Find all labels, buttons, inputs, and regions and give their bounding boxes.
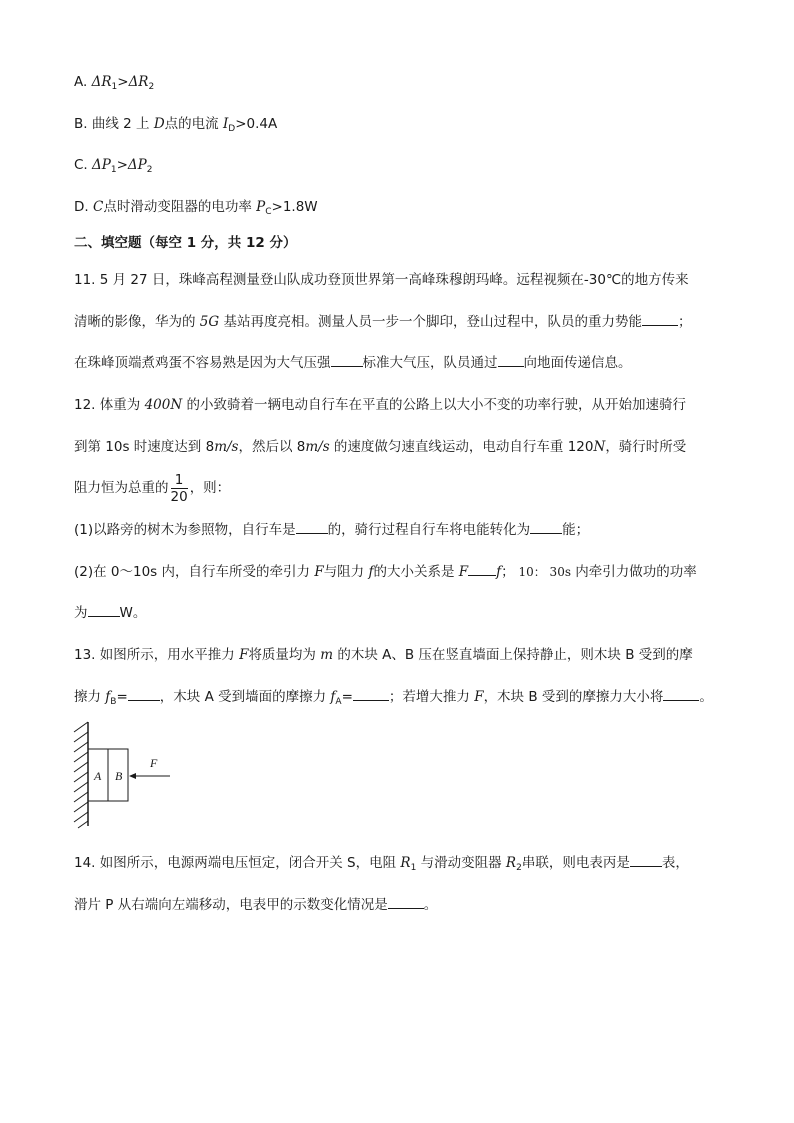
q11-line2: 清晰的影像，华为的 5G 基站再度亮相。测量人员一步一个脚印，登山过程中，队员的重力势能 ；: [74, 314, 692, 330]
answer-blank[interactable]: [388, 896, 424, 909]
option-d: D. C点时滑动变阻器的电功率 $P_C>1.8W$: [74, 199, 318, 217]
answer-blank[interactable]: [663, 688, 699, 701]
answer-blank[interactable]: [128, 688, 160, 701]
answer-blank[interactable]: [296, 521, 328, 534]
option-a: A. $\Delta R_1>\Delta R_2$: [74, 74, 155, 92]
q13-line1: 13. 如图所示，用水平推力 F将质量均为 m 的木块 A、B 压在竖直墙面上保持静止，则木块 B 受到的摩: [74, 647, 693, 663]
q12-line2: 到第 10s 时速度达到 8m/s，然后以 8m/s 的速度做匀速直线运动，电动自行车重 120N，骑行时所受: [74, 439, 687, 455]
option-b: B. 曲线 2 上 D点的电流 $I_D>0.4A$: [74, 116, 278, 134]
answer-blank[interactable]: [530, 521, 562, 534]
force-arrow-head: [129, 773, 136, 779]
option-c: C. $\Delta P_1>\Delta P_2$: [74, 157, 153, 175]
answer-blank[interactable]: [468, 563, 496, 576]
label-b: B: [115, 769, 123, 783]
answer-blank[interactable]: [642, 313, 678, 326]
q12-sub2: (2)在 0～10s 内，自行车所受的牵引力 F与阻力 f的大小关系是 F f； 10： 30s 内牵引力做功的功率: [74, 564, 697, 580]
answer-blank[interactable]: [353, 688, 389, 701]
q13-line2: 擦力 $f_B=$ ，木块 A 受到墙面的摩擦力 $f_A=$ ；若增大推力 F，木块 B 受到的摩擦力大小将 。: [74, 689, 713, 707]
answer-blank[interactable]: [88, 604, 120, 617]
q12-line3: 阻力恒为总重的 $\frac{1}{20}$ ，则：: [74, 471, 231, 505]
q14-line1: 14. 如图所示，电源两端电压恒定，闭合开关 S，电阻 $R_1$ 与滑动变阻器 $R_2$串联，则电表丙是 表，: [74, 855, 689, 873]
q12-sub2-cont: 为 W。: [74, 605, 147, 621]
q12-line1: 12. 体重为 400N 的小致骑着一辆电动自行车在平直的公路上以大小不变的功率行驶，从开始加速骑行: [74, 397, 686, 413]
label-a: A: [94, 769, 102, 783]
q12-sub1: (1)以路旁的树木为参照物，自行车是 的，骑行过程自行车将电能转化为 能；: [74, 522, 590, 538]
answer-blank[interactable]: [498, 354, 524, 367]
answer-blank[interactable]: [331, 354, 363, 367]
q11-line3: 在珠峰顶端煮鸡蛋不容易熟是因为大气压强 标准大气压，队员通过 向地面传递信息。: [74, 355, 632, 371]
fraction: $\frac{1}{20}$: [170, 471, 188, 505]
answer-blank[interactable]: [630, 854, 662, 867]
q14-line2: 滑片 P 从右端向左端移动，电表甲的示数变化情况是 。: [74, 897, 438, 913]
blocks-wall-figure: [64, 720, 184, 830]
label-f: F: [150, 756, 158, 770]
section-title: 二、填空题（每空 1 分，共 12 分）: [74, 235, 297, 251]
wall-hatching: [74, 722, 88, 828]
q11-line1: 11. 5 月 27 日，珠峰高程测量登山队成功登顶世界第一高峰珠穆朗玛峰。远程视频在-30℃的地方传来: [74, 272, 689, 288]
